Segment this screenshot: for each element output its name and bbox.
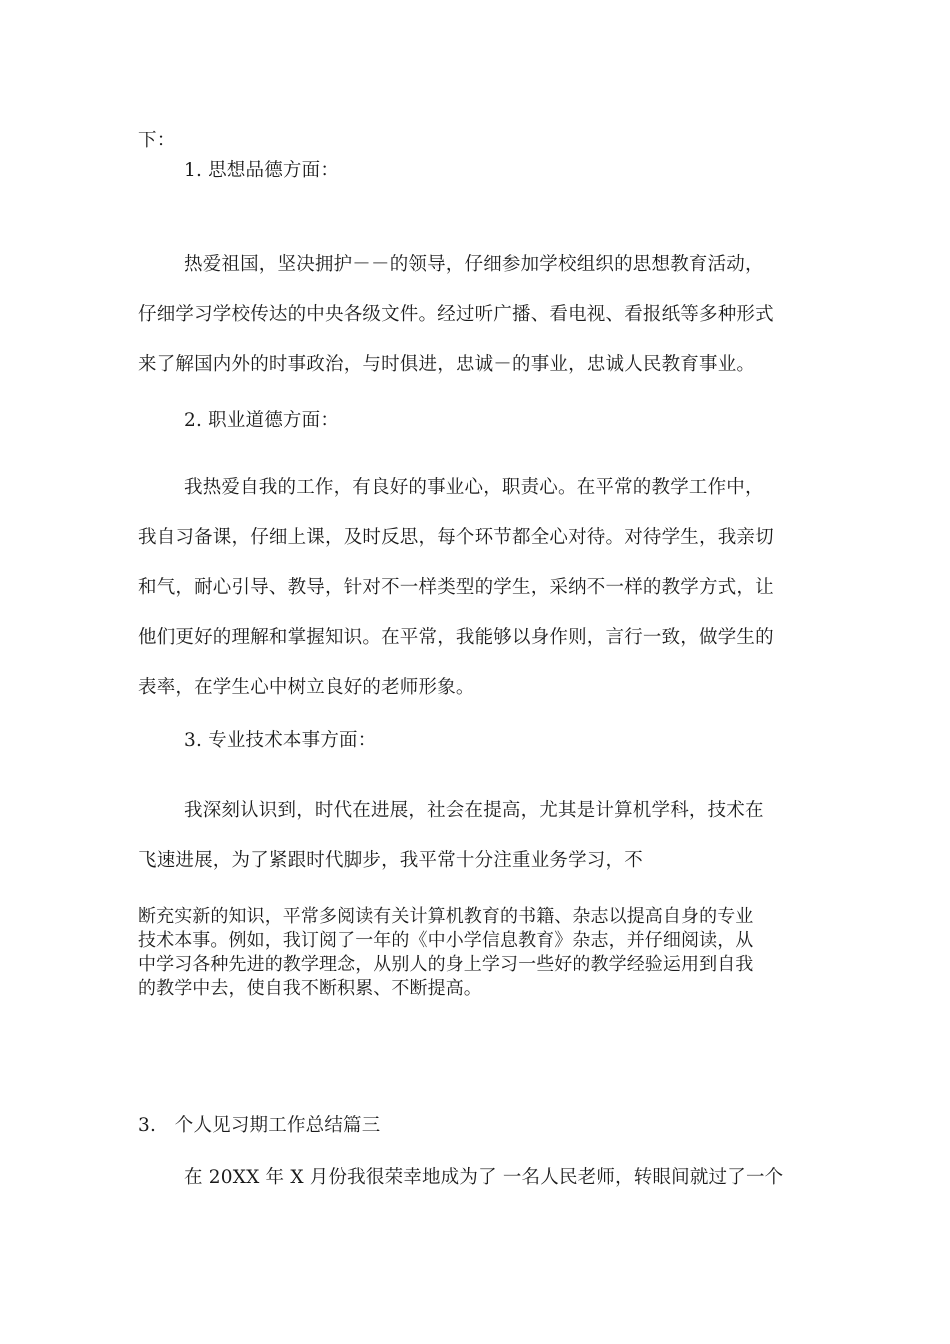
paragraph-line: 表率，在学生心中树立良好的老师形象。: [138, 677, 475, 698]
next-section-title: 3. 个人见习期工作总结篇三: [138, 1115, 381, 1136]
paragraph-line: 在 20XX 年 X 月份我很荣幸地成为了 一名人民老师，转眼间就过了一个: [184, 1167, 784, 1188]
section-2-heading: 2. 职业道德方面：: [184, 410, 340, 431]
paragraph-line: 我深刻认识到，时代在进展，社会在提高，尤其是计算机学科，技术在: [184, 800, 764, 821]
paragraph-line: 热爱祖国，坚决拥护－－的领导，仔细参加学校组织的思想教育活动，: [184, 254, 764, 275]
paragraph-line: 的教学中去，使自我不断积累、不断提高。: [138, 978, 482, 999]
paragraph-line: 中学习各种先进的教学理念，从别人的身上学习一些好的教学经验运用到自我: [138, 954, 754, 975]
paragraph-line: 我热爱自我的工作，有良好的事业心，职责心。在平常的教学工作中，: [184, 477, 764, 498]
paragraph-line: 来了解国内外的时事政治，与时俱进，忠诚－的事业，忠诚人民教育事业。: [138, 354, 756, 375]
dense-paragraph: [138, 905, 838, 1001]
section-3-heading: 3. 专业技术本事方面：: [184, 730, 377, 751]
paragraph-line: 我自习备课，仔细上课，及时反思，每个环节都全心对待。对待学生，我亲切: [138, 527, 774, 548]
paragraph-line: 他们更好的理解和掌握知识。在平常，我能够以身作则，言行一致，做学生的: [138, 627, 774, 648]
section-1-heading: 1. 思想品德方面：: [184, 160, 340, 181]
paragraph-line: 断充实新的知识，平常多阅读有关计算机教育的书籍、杂志以提高自身的专业: [138, 906, 754, 927]
paragraph-line: 和气，耐心引导、教导，针对不一样类型的学生，采纳不一样的教学方式，让: [138, 577, 774, 598]
paragraph-line: 技术本事。例如，我订阅了一年的《中小学信息教育》杂志，并仔细阅读，从: [138, 930, 754, 951]
paragraph-line: 仔细学习学校传达的中央各级文件。经过听广播、看电视、看报纸等多种形式: [138, 304, 774, 325]
continuation-text: 下：: [138, 130, 176, 151]
paragraph-line: 飞速进展，为了紧跟时代脚步，我平常十分注重业务学习，不: [138, 850, 643, 871]
